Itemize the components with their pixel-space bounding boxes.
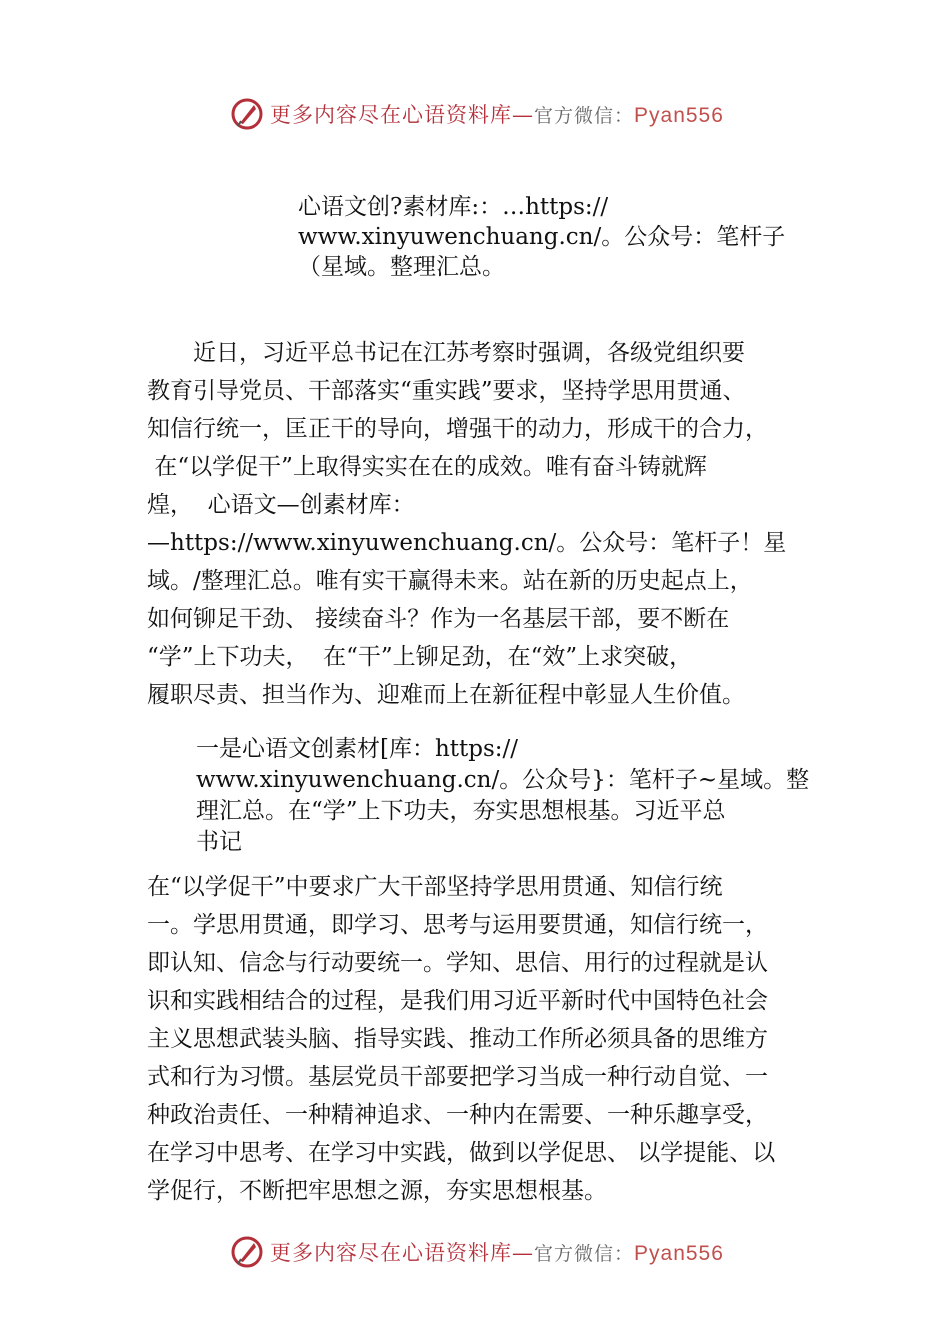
text-line: 主义思想武装头脑、指导实践、推动工作所必须具备的思维方 (147, 1026, 768, 1052)
banner-wechat-id: Pyan556 (634, 104, 724, 127)
source-note (298, 192, 818, 282)
text-line: 书记 (196, 829, 242, 855)
banner-wechat-id: Pyan556 (634, 1242, 724, 1265)
text-line: 式和行为习惯。基层党员干部要把学习当成一种行动自觉、一 (147, 1064, 768, 1090)
banner-brand: 更多内容尽在心语资料库 (270, 1241, 512, 1265)
banner-text (270, 99, 724, 129)
text-line: 近日，习近平总书记在江苏考察时强调，各级党组织要 (147, 340, 745, 366)
paragraph-3 (147, 868, 827, 1210)
text-line: 煌， 心语文—创素材库： (147, 492, 415, 518)
banner-label: 官方微信： (534, 105, 635, 127)
text-line: 理汇总。在“学”上下功夫，夯实思想根基。习近平总 (196, 798, 726, 824)
text-line: www.xinyuwenchuang.cn/。公众号}：笔杆子~星域。整 (196, 767, 810, 793)
pen-feather-logo-icon (230, 97, 264, 131)
header-banner (230, 96, 750, 132)
pen-feather-logo-icon (230, 1235, 264, 1269)
paragraph-1 (147, 334, 827, 714)
banner-brand: 更多内容尽在心语资料库 (270, 103, 512, 127)
banner-text (270, 1237, 724, 1267)
text-line: 域。/整理汇总。唯有实干赢得未来。站在新的历史起点上， (147, 568, 753, 594)
text-line: 一是心语文创素材[库：https:// (196, 736, 519, 762)
text-line: 学促行，不断把牢思想之源，夯实思想根基。 (147, 1178, 607, 1204)
source-line: www.xinyuwenchuang.cn/。公众号：笔杆子 (298, 224, 786, 250)
text-line: 履职尽责、担当作为、迎难而上在新征程中彰显人生价值。 (147, 682, 745, 708)
text-line: 在“以学促干”上取得实实在在的成效。唯有奋斗铸就辉 (147, 454, 707, 480)
text-line: 识和实践相结合的过程，是我们用习近平新时代中国特色社会 (147, 988, 768, 1014)
text-line: 如何铆足干劲、 接续奋斗？作为一名基层干部，要不断在 (147, 606, 730, 632)
text-line: 在学习中思考、在学习中实践，做到以学促思、 以学提能、以 (147, 1140, 776, 1166)
text-line: 在“以学促干”中要求广大干部坚持学思用贯通、知信行统 (147, 874, 723, 900)
text-line: 知信行统一，匡正干的导向，增强干的动力，形成干的合力， (147, 416, 768, 442)
text-line: 教育引导党员、干部落实“重实践”要求，坚持学思用贯通、 (147, 378, 746, 404)
banner-dash: — (512, 1241, 534, 1265)
banner-dash: — (512, 103, 534, 127)
paragraph-2 (196, 734, 826, 858)
text-line: 即认知、信念与行动要统一。学知、思信、用行的过程就是认 (147, 950, 768, 976)
text-line: “学”上下功夫， 在“干”上铆足劲，在“效”上求突破， (147, 644, 693, 670)
source-line: （星域。整理汇总。 (298, 254, 505, 280)
text-line: 一。学思用贯通，即学习、思考与运用要贯通，知信行统一， (147, 912, 768, 938)
source-line: 心语文创?素材库:：…https:// (298, 194, 609, 220)
text-line: 种政治责任、一种精神追求、一种内在需要、一种乐趣享受， (147, 1102, 768, 1128)
text-line: —https://www.xinyuwenchuang.cn/。公众号：笔杆子！星 (147, 530, 787, 556)
banner-label: 官方微信： (534, 1243, 635, 1265)
footer-banner (230, 1234, 750, 1270)
